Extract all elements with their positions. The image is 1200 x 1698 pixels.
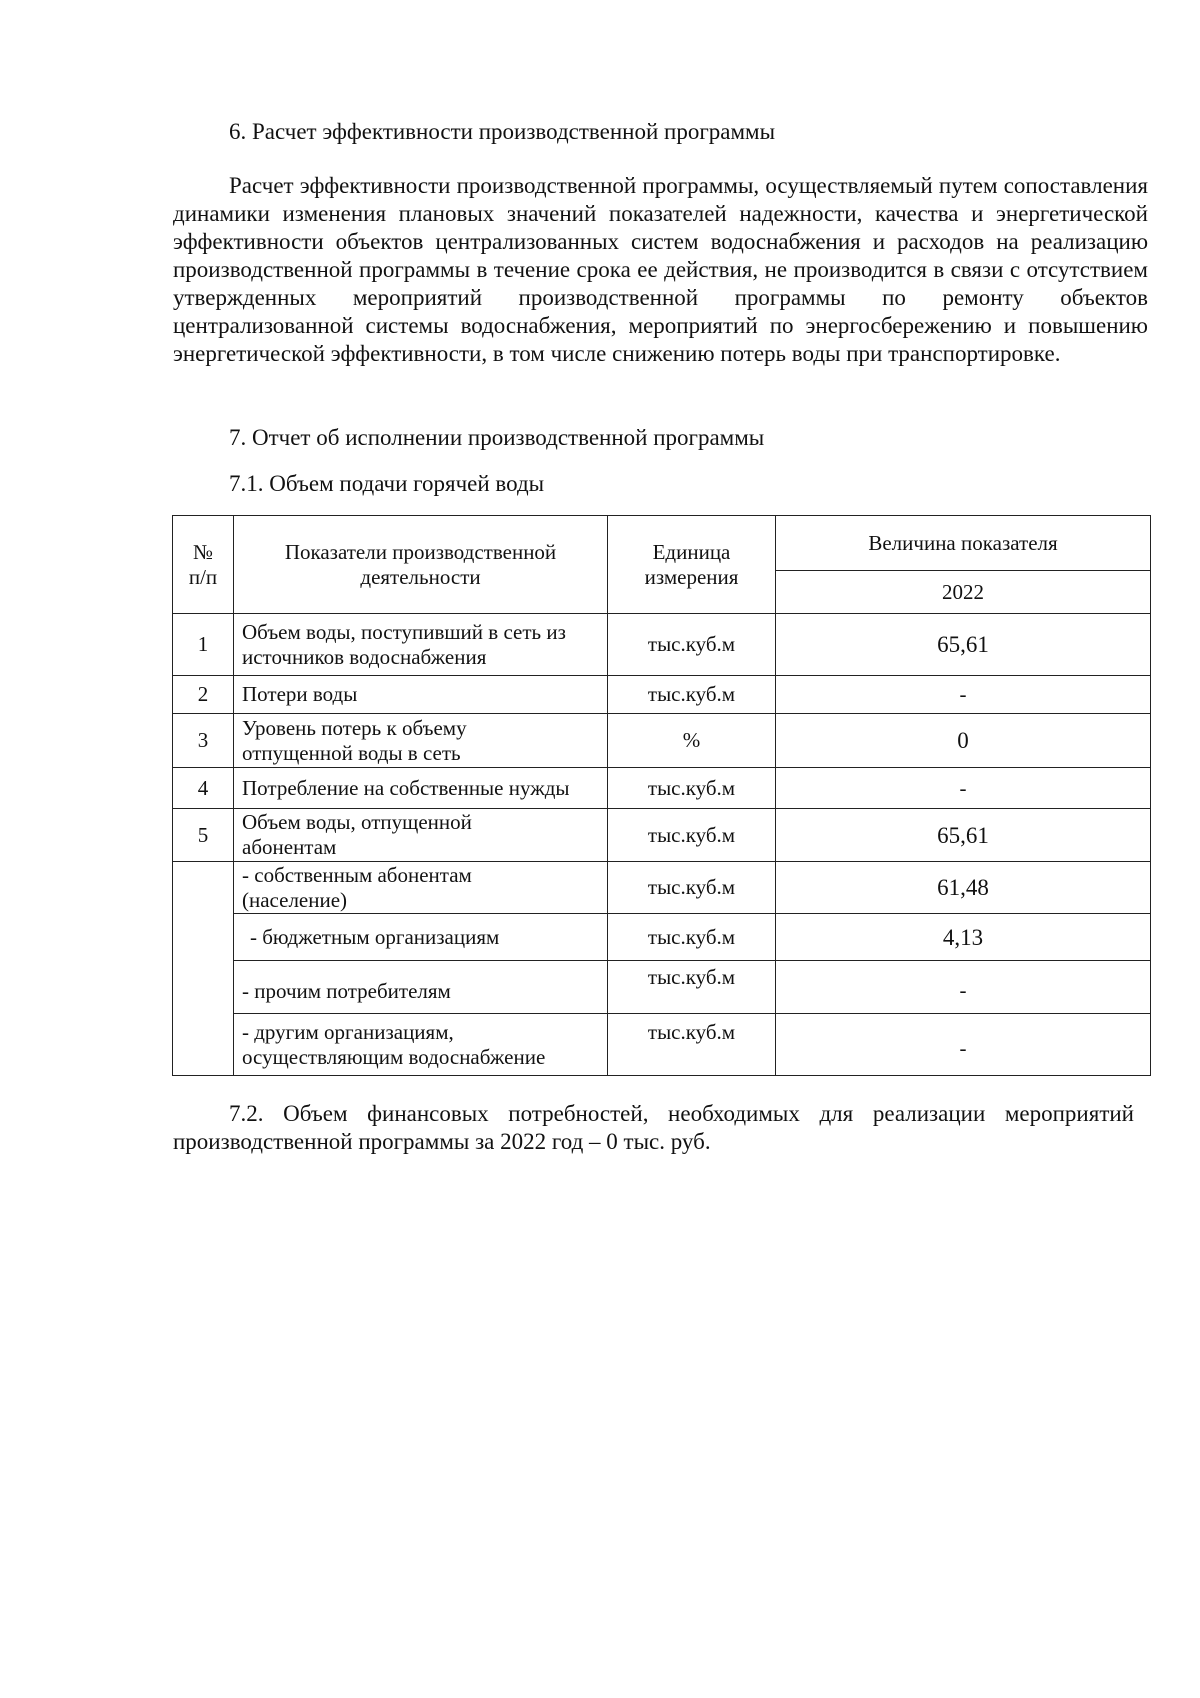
section-6-paragraph: Расчет эффективности производственной программы, осуществляемый путем сопоставления динамики изменения плановых значений показателей надежности, качества и энергетической эффективности объектов централизованных систем водоснабжения и расходов на реализацию производственной программы в течение срока ее действия, не производится в связи с отсутствием утвержденных мероприятий производственной программы по ремонту объектов централизованной системы водоснабжения, мероприятий по энергосбережению и повышению энергетической эффективности, в том числе снижению потерь воды при транспортировке. (173, 173, 1148, 366)
section-7-heading: 7. Отчет об исполнении производственной программы (229, 425, 765, 450)
row-number: 4 (173, 768, 234, 809)
row-number: 5 (173, 809, 234, 862)
row-value: 65,61 (776, 809, 1151, 862)
table-row (173, 676, 1151, 714)
header-indicator: Показатели производственной деятельности (234, 516, 608, 614)
table-row (173, 768, 1151, 809)
row-unit: тыс.куб.м (608, 914, 776, 961)
table-row (173, 862, 1151, 914)
section-6-heading: 6. Расчет эффективности производственной программы (229, 119, 776, 144)
row-unit: тыс.куб.м (608, 1014, 776, 1076)
table-row (173, 961, 1151, 1014)
row-indicator: Объем воды, поступивший в сеть из источников водоснабжения (234, 614, 608, 676)
row-value: - (776, 1014, 1151, 1076)
header-year: 2022 (776, 571, 1151, 614)
row-value: - (776, 676, 1151, 714)
table-header-row (173, 516, 1151, 571)
row-number: 3 (173, 714, 234, 768)
row-indicator: Потребление на собственные нужды (234, 768, 608, 809)
row-value: 65,61 (776, 614, 1151, 676)
row-value: - (776, 768, 1151, 809)
row-unit: тыс.куб.м (608, 768, 776, 809)
row-value: - (776, 961, 1151, 1014)
row-unit: тыс.куб.м (608, 862, 776, 914)
table-row (173, 714, 1151, 768)
row-unit: тыс.куб.м (608, 676, 776, 714)
section-7-1-heading: 7.1. Объем подачи горячей воды (229, 471, 545, 496)
row-unit: % (608, 714, 776, 768)
row-indicator: - другим организациям, осуществляющим водоснабжение (234, 1014, 608, 1076)
row-indicator: Потери воды (234, 676, 608, 714)
table-row (173, 614, 1151, 676)
row-indicator: Объем воды, отпущенной абонентам (234, 809, 608, 862)
row-number: 1 (173, 614, 234, 676)
table-row (173, 1014, 1151, 1076)
table-row (173, 809, 1151, 862)
row-indicator: - прочим потребителям (234, 961, 608, 1014)
row-value: 0 (776, 714, 1151, 768)
row-indicator: Уровень потерь к объему отпущенной воды в сеть (234, 714, 608, 768)
row-unit: тыс.куб.м (608, 614, 776, 676)
row-unit: тыс.куб.м (608, 809, 776, 862)
header-value: Величина показателя (776, 516, 1151, 571)
section-7-2-paragraph: 7.2. Объем финансовых потребностей, необходимых для реализации мероприятий производственной программы за 2022 год – 0 тыс. руб. (173, 1101, 1134, 1154)
header-number: № п/п (173, 516, 234, 614)
row-indicator: - собственным абонентам (население) (234, 862, 608, 914)
header-unit: Единица измерения (608, 516, 776, 614)
row-value: 61,48 (776, 862, 1151, 914)
row-number: 2 (173, 676, 234, 714)
row-number-merged (173, 862, 234, 1076)
hot-water-supply-table (172, 515, 1151, 1076)
row-indicator: - бюджетным организациям (234, 914, 608, 961)
row-value: 4,13 (776, 914, 1151, 961)
row-unit: тыс.куб.м (608, 961, 776, 1014)
table-row (173, 914, 1151, 961)
